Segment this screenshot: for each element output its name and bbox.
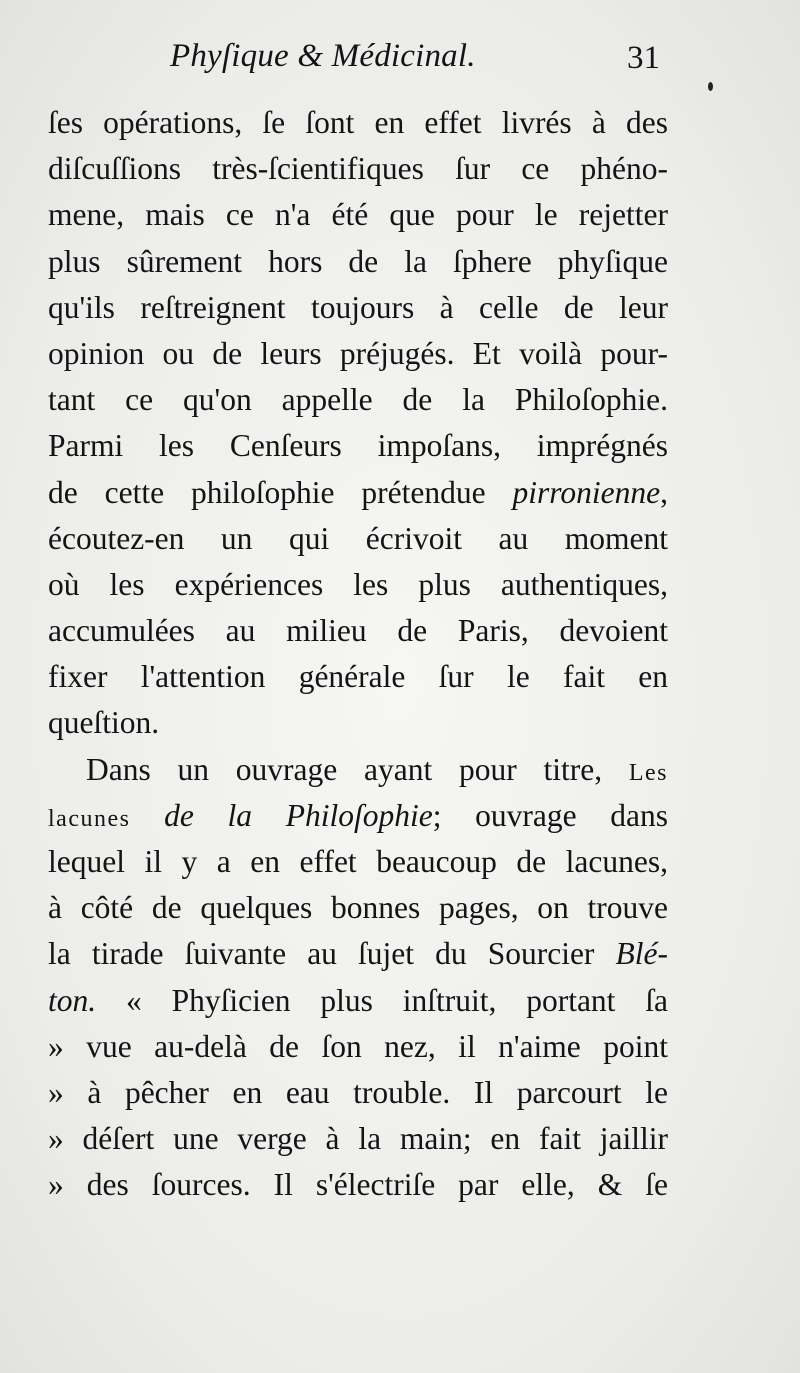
text-line: » à pêcher en eau trouble. Il parcourt le	[48, 1074, 668, 1110]
italic-name: ton.	[48, 982, 97, 1018]
text-line	[48, 978, 668, 1024]
text-line: diſcuſſions très-ſcientifiques ſur ce phéno-	[48, 151, 668, 187]
running-head: Phyſique & Médicinal.	[170, 38, 476, 74]
text-line	[48, 931, 668, 977]
text-line: ſes opérations, ſe ſont en effet livrés à des	[48, 105, 668, 140]
small-caps-title: lacunes	[48, 805, 131, 832]
italic-title: de la Philoſophie	[130, 797, 433, 833]
text-run: de cette philoſophie prétendue	[48, 474, 513, 510]
body-text	[48, 100, 668, 1209]
text-run: « Phyſicien plus inſtruit, portant ſa	[96, 982, 668, 1018]
text-line: mene, mais ce n'a été que pour le rejetter	[48, 197, 668, 233]
text-line	[48, 470, 668, 516]
text-line: écoutez-en un qui écrivoit au moment	[48, 520, 668, 556]
text-line: qu'ils reſtreignent toujours à celle de leur	[48, 289, 668, 325]
text-line: » déſert une verge à la main; en fait jaillir	[48, 1121, 668, 1157]
text-line: plus sûrement hors de la ſphere phyſique	[48, 243, 668, 279]
text-line: lequel il y a en effet beaucoup de lacunes,	[48, 844, 668, 879]
text-line: » des ſources. Il s'électriſe par elle, & ſe	[48, 1167, 668, 1203]
text-line: où les expériences les plus authentiques,	[48, 566, 668, 602]
text-line: tant ce qu'on appelle de la Philoſophie.	[48, 382, 668, 418]
text-line: queſtion.	[48, 705, 160, 741]
text-run: ; ouvrage dans	[432, 797, 668, 833]
text-line	[48, 747, 668, 793]
text-line: à côté de quelques bonnes pages, on trouve	[48, 890, 668, 926]
ink-dot	[708, 82, 713, 91]
text-line: accumulées au milieu de Paris, devoient	[48, 613, 668, 649]
text-line: » vue au-delà de ſon nez, il n'aime point	[48, 1028, 668, 1064]
text-run: la tirade ſuivante au ſujet du Sourcier	[48, 936, 616, 972]
text-run: Dans un ouvrage ayant pour titre,	[86, 751, 629, 787]
italic-name: Blé-	[615, 936, 668, 972]
text-line	[48, 793, 668, 839]
text-run: ,	[660, 474, 668, 510]
page-number: 31	[627, 40, 660, 76]
italic-term: pirronienne	[512, 474, 661, 510]
text-line: Parmi les Cenſeurs impoſans, imprégnés	[48, 428, 668, 464]
small-caps-title: Les	[628, 759, 668, 786]
page-header	[170, 38, 660, 88]
text-line: opinion ou de leurs préjugés. Et voilà pour-	[48, 335, 668, 371]
text-line: fixer l'attention générale ſur le fait en	[48, 659, 668, 695]
